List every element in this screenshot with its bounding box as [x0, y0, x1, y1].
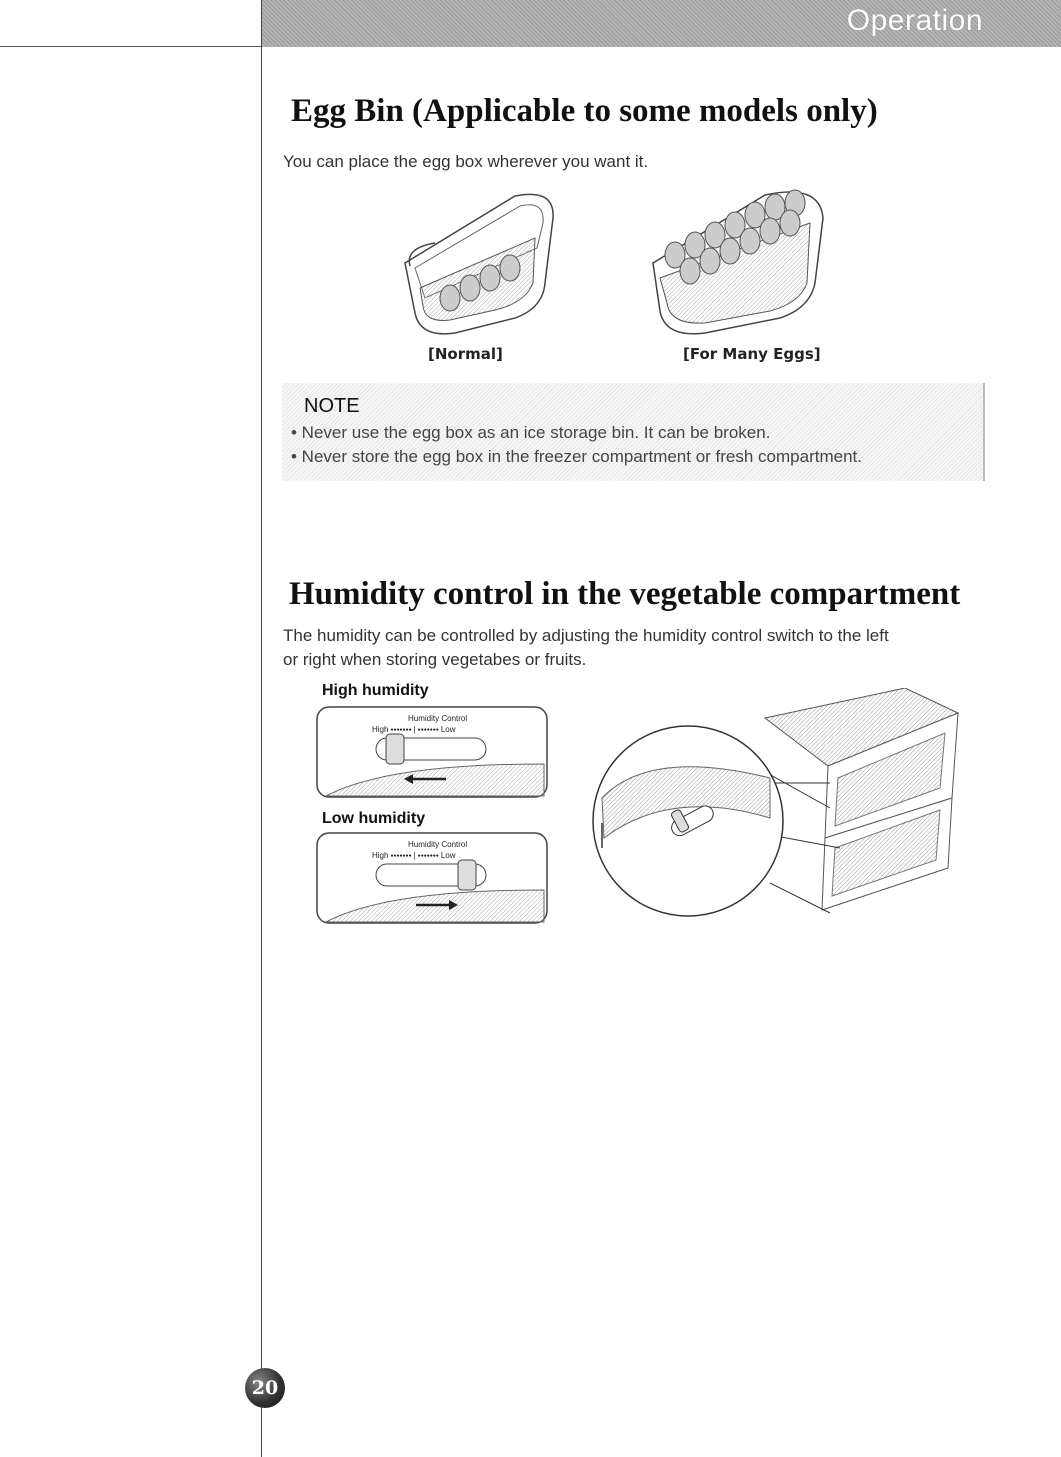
- low-humidity-panel: [316, 832, 548, 924]
- note-line-1: • Never use the egg box as an ice storage bin. It can be broken.: [291, 423, 771, 442]
- note-line-2: • Never store the egg box in the freezer compartment or fresh compartment.: [291, 447, 862, 466]
- left-margin-rule: [261, 0, 262, 1457]
- panel-scale: High ●●●●●●● | ●●●●●●● Low: [372, 851, 456, 860]
- egg-box-normal-illustration: [395, 188, 565, 338]
- note-title: NOTE: [304, 395, 360, 417]
- humidity-heading: Humidity control in the vegetable compartment: [289, 576, 961, 612]
- page-number-badge: 20: [245, 1368, 285, 1408]
- high-humidity-label: High humidity: [322, 682, 429, 699]
- panel-title: Humidity Control: [408, 840, 468, 849]
- panel-title: Humidity Control: [408, 714, 468, 723]
- high-humidity-panel: [316, 706, 548, 798]
- caption-many-eggs: [For Many Eggs]: [683, 345, 821, 363]
- egg-bin-intro: You can place the egg box wherever you want it.: [283, 152, 649, 171]
- section-header: [262, 0, 1061, 47]
- humidity-text-line-1: The humidity can be controlled by adjusting the humidity control switch to the left: [283, 626, 889, 645]
- panel-scale: High ●●●●●●● | ●●●●●●● Low: [372, 725, 456, 734]
- caption-normal: [Normal]: [428, 345, 503, 363]
- egg-bin-heading: Egg Bin (Applicable to some models only): [291, 93, 878, 129]
- low-humidity-label: Low humidity: [322, 810, 426, 827]
- top-rule: [0, 46, 262, 47]
- humidity-text-line-2: or right when storing vegetabes or fruits.: [283, 650, 587, 669]
- note-box: [282, 383, 985, 481]
- vegetable-compartment-illustration: [590, 688, 965, 948]
- section-title: Operation: [846, 4, 983, 37]
- egg-box-many-illustration: [645, 183, 835, 338]
